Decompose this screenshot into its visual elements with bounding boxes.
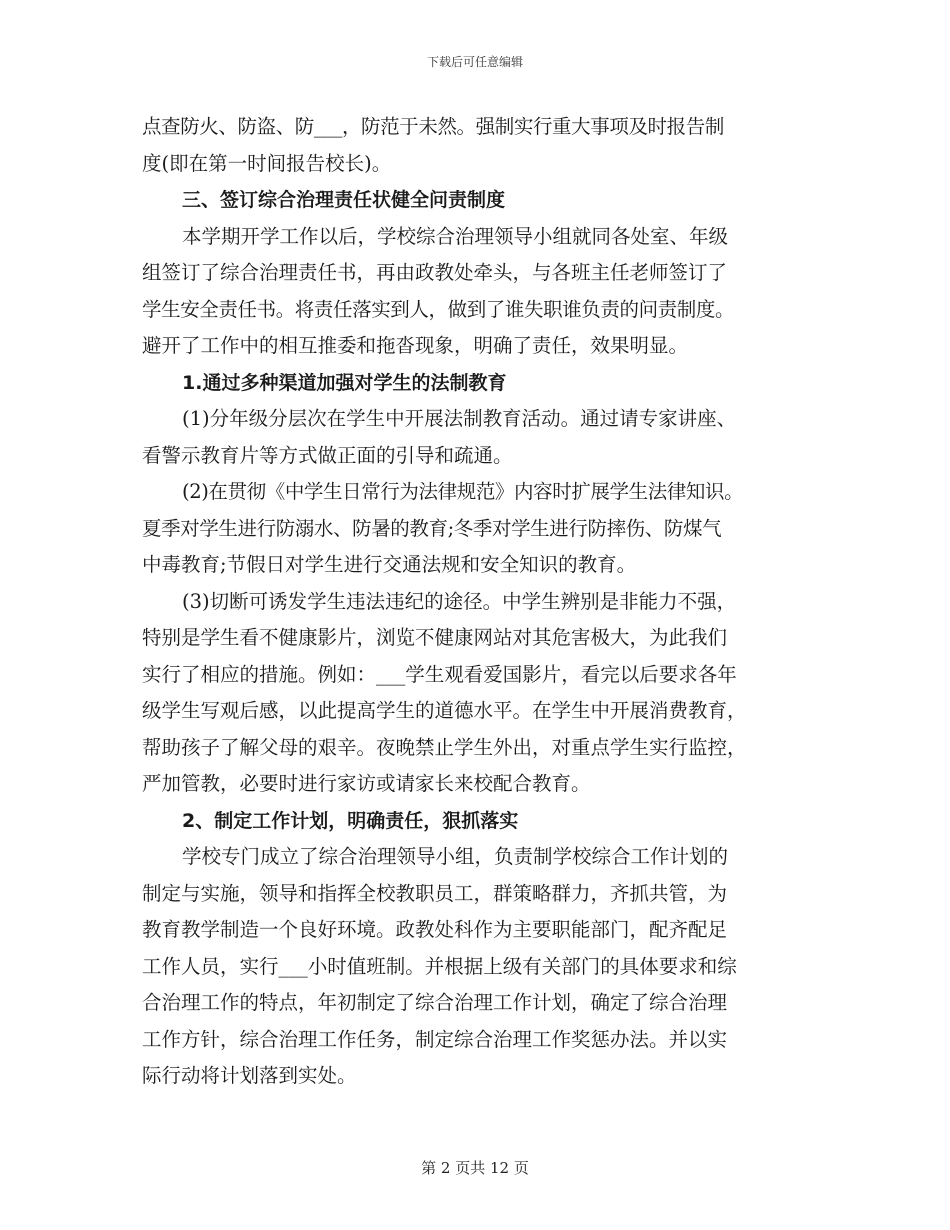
paragraph-line: 避开了工作中的相互推委和拖沓现象，明确了责任，效果明显。: [142, 334, 689, 357]
paragraph-line: 级学生写观后感，以此提高学生的道德水平。在学生中开展消费教育，: [142, 699, 747, 722]
paragraph-line: 教育教学制造一个良好环境。政教处科作为主要职能部门，配齐配足: [142, 918, 728, 941]
section-heading: 三、签订综合治理责任状健全问责制度: [182, 189, 506, 211]
section-heading: 2、制定工作计划，明确责任，狠抓落实: [182, 809, 519, 832]
page-header: 下载后可任意编辑: [426, 55, 523, 69]
paragraph-line: 工作方针，综合治理工作任务，制定综合治理工作奖惩办法。并以实: [142, 1027, 728, 1051]
paragraph-line: 制定与实施，领导和指挥全校教职员工，群策略群力，齐抓共管，为: [142, 881, 728, 905]
paragraph-line: 帮助孩子了解父母的艰辛。夜晚禁止学生外出，对重点学生实行监控，: [142, 735, 747, 759]
paragraph-line: 特别是学生看不健康影片，浏览不健康网站对其危害极大，为此我们: [142, 626, 728, 649]
paragraph-line: (1)分年级分层次在学生中开展法制教育活动。通过请专家讲座、: [182, 407, 737, 430]
document-body: [142, 109, 812, 1095]
paragraph-line: 看警示教育片等方式做正面的引导和疏通。: [142, 443, 513, 467]
paragraph-line: 度(即在第一时间报告校长)。: [142, 151, 392, 175]
paragraph-line: 组签订了综合治理责任书，再由政教处牵头，与各班主任老师签订了: [142, 261, 728, 284]
paragraph-line: 学校专门成立了综合治理领导小组，负责制学校综合工作计划的: [182, 845, 729, 868]
paragraph-line: (2)在贯彻《中学生日常行为法律规范》内容时扩展学生法律知识。: [182, 480, 744, 503]
paragraph-line: 实行了相应的措施。例如：___学生观看爱国影片，看完以后要求各年: [142, 662, 737, 686]
paragraph-line: 际行动将计划落到实处。: [142, 1064, 357, 1087]
paragraph-line: 合治理工作的特点，年初制定了综合治理工作计划，确定了综合治理: [142, 991, 728, 1014]
paragraph-line: (3)切断可诱发学生违法违纪的途径。中学生辨别是非能力不强，: [182, 589, 737, 613]
paragraph-line: 学生安全责任书。将责任落实到人，做到了谁失职谁负责的问责制度。: [142, 297, 735, 321]
paragraph-line: 夏季对学生进行防溺水、防暑的教育;冬季对学生进行防摔伤、防煤气: [142, 516, 722, 540]
paragraph-line: 工作人员，实行___小时值班制。并根据上级有关部门的具体要求和综: [142, 954, 737, 978]
paragraph-line: 中毒教育;节假日对学生进行交通法规和安全知识的教育。: [142, 553, 637, 576]
section-heading: 1.通过多种渠道加强对学生的法制教育: [182, 371, 507, 394]
paragraph-line: 严加管教，必要时进行家访或请家长来校配合教育。: [142, 772, 591, 795]
paragraph-line: 本学期开学工作以后，学校综合治理领导小组就同各处室、年级: [182, 224, 729, 248]
page-footer: 第 2 页共 12 页: [421, 1159, 529, 1177]
paragraph-line: 点查防火、防盗、防___，防范于未然。强制实行重大事项及时报告制: [142, 115, 724, 138]
